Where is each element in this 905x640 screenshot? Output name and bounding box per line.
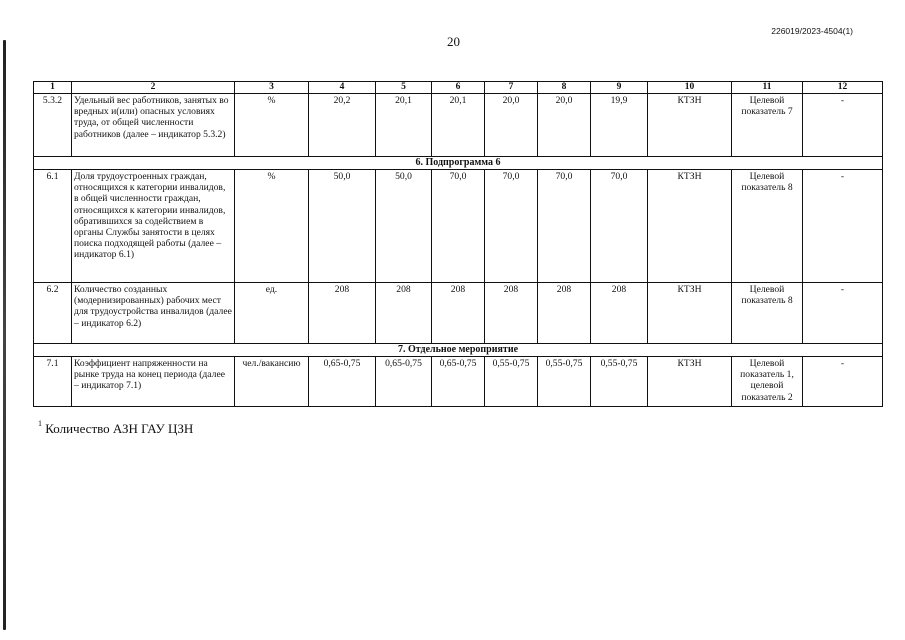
column-header: 9	[591, 82, 648, 94]
value-cell: 20,1	[376, 94, 432, 157]
unit: чел./вакансию	[235, 357, 309, 407]
unit: %	[235, 94, 309, 157]
note-cell: -	[803, 170, 883, 283]
value-cell: 0,55-0,75	[538, 357, 591, 407]
value-cell: 208	[432, 283, 485, 344]
responsible: КТЗН	[648, 170, 732, 283]
document-id: 226019/2023-4504(1)	[771, 26, 853, 36]
section-row	[34, 157, 883, 170]
target-indicator: Целевой показатель 8	[732, 170, 803, 283]
header-row	[34, 82, 883, 94]
value-cell: 208	[309, 283, 376, 344]
page-number: 20	[447, 34, 460, 49]
indicator-name: Коэффициент напряженности на рынке труда на конец периода (далее – индикатор 7.1)	[72, 357, 235, 407]
value-cell: 0,55-0,75	[591, 357, 648, 407]
footnote-marker: 1	[38, 419, 42, 428]
value-cell: 70,0	[591, 170, 648, 283]
indicator-number: 6.1	[34, 170, 72, 283]
column-header: 12	[803, 82, 883, 94]
column-header: 11	[732, 82, 803, 94]
table-row	[34, 283, 883, 344]
value-cell: 0,55-0,75	[485, 357, 538, 407]
value-cell: 70,0	[538, 170, 591, 283]
section-title: 7. Отдельное мероприятие	[34, 344, 883, 357]
unit: ед.	[235, 283, 309, 344]
value-cell: 20,1	[432, 94, 485, 157]
footnote	[38, 421, 193, 437]
section-title: 6. Подпрограмма 6	[34, 157, 883, 170]
column-header: 10	[648, 82, 732, 94]
table-row	[34, 357, 883, 407]
column-header: 6	[432, 82, 485, 94]
value-cell: 70,0	[485, 170, 538, 283]
column-header: 4	[309, 82, 376, 94]
value-cell: 19,9	[591, 94, 648, 157]
note-cell: -	[803, 357, 883, 407]
value-cell: 70,0	[432, 170, 485, 283]
responsible: КТЗН	[648, 357, 732, 407]
table-row	[34, 170, 883, 283]
column-header: 8	[538, 82, 591, 94]
column-header: 1	[34, 82, 72, 94]
footnote-text: Количество АЗН ГАУ ЦЗН	[45, 421, 194, 436]
note-cell: -	[803, 94, 883, 157]
indicator-name: Доля трудоустроенных граждан, относящихся к категории инвалидов, в общей численности граждан, относящихся к категории инвалидов, обратившихся за содействием в органы Службы занятости в целях поиска подходящей работы (далее – индикатор 6.1)	[72, 170, 235, 283]
column-header: 2	[72, 82, 235, 94]
value-cell: 208	[538, 283, 591, 344]
indicator-name: Количество созданных (модернизированных) рабочих мест для трудоустройства инвалидов (далее – индикатор 6.2)	[72, 283, 235, 344]
scan-edge	[3, 40, 6, 630]
note-cell: -	[803, 283, 883, 344]
value-cell: 0,65-0,75	[376, 357, 432, 407]
unit: %	[235, 170, 309, 283]
value-cell: 0,65-0,75	[432, 357, 485, 407]
column-header: 3	[235, 82, 309, 94]
column-header: 7	[485, 82, 538, 94]
target-indicator: Целевой показатель 7	[732, 94, 803, 157]
responsible: КТЗН	[648, 94, 732, 157]
indicators-table	[33, 81, 883, 407]
indicator-name: Удельный вес работников, занятых во вредных и(или) опасных условиях труда, от общей численности работников (далее – индикатор 5.3.2)	[72, 94, 235, 157]
section-row	[34, 344, 883, 357]
indicator-number: 7.1	[34, 357, 72, 407]
column-header: 5	[376, 82, 432, 94]
value-cell: 208	[591, 283, 648, 344]
target-indicator: Целевой показатель 8	[732, 283, 803, 344]
value-cell: 208	[485, 283, 538, 344]
value-cell: 50,0	[376, 170, 432, 283]
value-cell: 20,2	[309, 94, 376, 157]
value-cell: 20,0	[538, 94, 591, 157]
indicator-number: 5.3.2	[34, 94, 72, 157]
value-cell: 208	[376, 283, 432, 344]
value-cell: 0,65-0,75	[309, 357, 376, 407]
target-indicator: Целевой показатель 1, целевой показатель 2	[732, 357, 803, 407]
indicator-number: 6.2	[34, 283, 72, 344]
table-row	[34, 94, 883, 157]
responsible: КТЗН	[648, 283, 732, 344]
value-cell: 20,0	[485, 94, 538, 157]
value-cell: 50,0	[309, 170, 376, 283]
